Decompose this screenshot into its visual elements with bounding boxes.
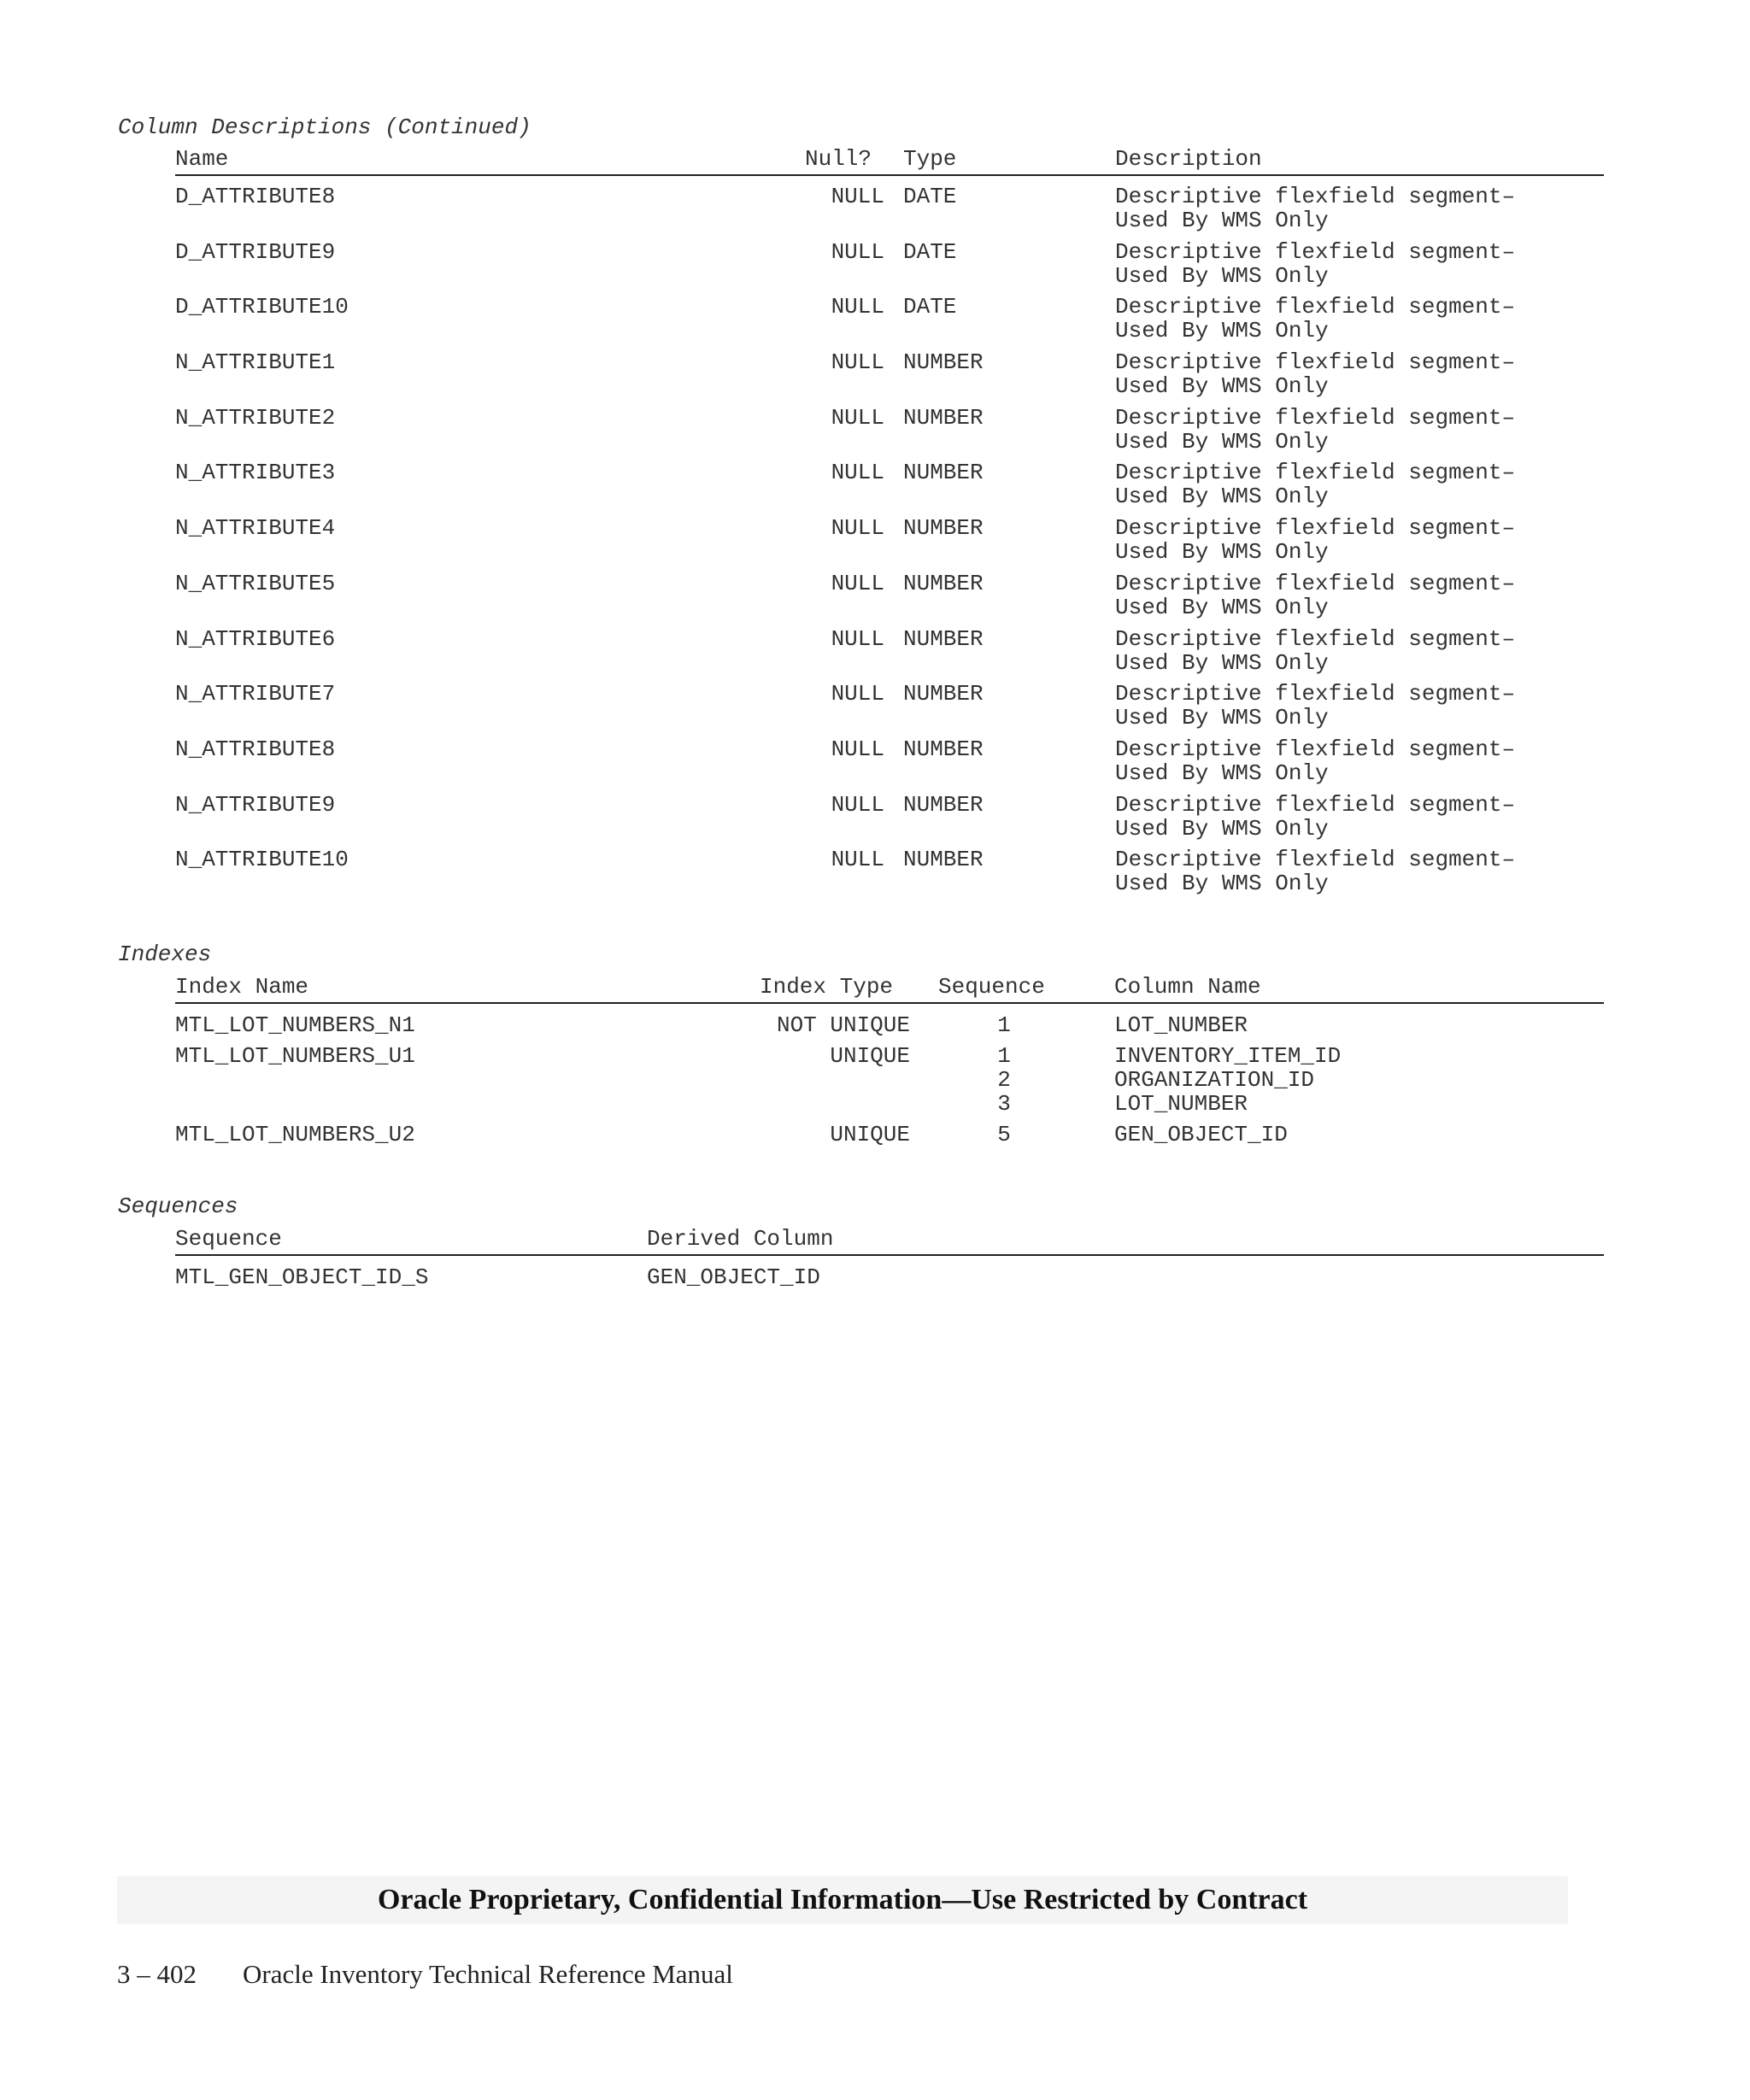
index-sequence: 2	[997, 1067, 1011, 1093]
section-title-text: Column Descriptions	[118, 114, 372, 140]
column-type: NUMBER	[903, 847, 984, 873]
column-name: N_ATTRIBUTE3	[175, 460, 336, 486]
header-column-name: Column Name	[1114, 974, 1261, 1000]
header-description: Description	[1115, 146, 1262, 172]
table-row	[175, 848, 1604, 903]
table-row	[175, 737, 1604, 793]
index-type: UNIQUE	[830, 1122, 910, 1147]
index-type: UNIQUE	[830, 1043, 910, 1069]
column-type: NUMBER	[903, 404, 984, 431]
header-index-type: Index Type	[760, 974, 894, 1000]
description-line-2: Used By WMS Only	[1115, 760, 1329, 786]
description-line-2: Used By WMS Only	[1115, 815, 1329, 842]
column-descriptions-title	[118, 115, 531, 139]
table-row	[175, 406, 1604, 461]
description-line-2: Used By WMS Only	[1115, 373, 1329, 400]
column-name: N_ATTRIBUTE5	[175, 570, 336, 596]
sequences-title: Sequences	[118, 1194, 238, 1219]
sequence-name: MTL_GEN_OBJECT_ID_S	[175, 1264, 429, 1290]
index-sequence: 1	[997, 1043, 1011, 1069]
table-row	[175, 1013, 1604, 1044]
confidential-banner	[117, 1876, 1568, 1924]
null-value: NULL	[831, 681, 884, 707]
table-row	[175, 1044, 1604, 1068]
column-type: DATE	[903, 184, 957, 209]
table-row	[175, 572, 1604, 627]
description-line-2: Used By WMS Only	[1115, 262, 1329, 289]
header-name: Name	[175, 146, 229, 172]
column-type: DATE	[903, 294, 957, 320]
page-number: 3 – 402	[117, 1959, 197, 1989]
description-line-1: Descriptive flexfield segment–	[1115, 625, 1516, 652]
column-type: NUMBER	[903, 625, 984, 652]
index-sequence: 3	[997, 1091, 1011, 1117]
null-value: NULL	[831, 847, 884, 873]
table-row	[175, 1092, 1604, 1123]
column-name: N_ATTRIBUTE4	[175, 515, 336, 542]
column-type: NUMBER	[903, 736, 984, 762]
table-row	[175, 1068, 1604, 1092]
null-value: NULL	[831, 460, 884, 486]
header-null: Null?	[805, 146, 872, 172]
description-line-1: Descriptive flexfield segment–	[1115, 294, 1516, 320]
description-line-2: Used By WMS Only	[1115, 428, 1329, 455]
table-row	[175, 350, 1604, 406]
table-row	[175, 295, 1604, 350]
null-value: NULL	[831, 736, 884, 762]
null-value: NULL	[831, 625, 884, 652]
index-sequence: 5	[997, 1122, 1011, 1147]
column-type: DATE	[903, 238, 957, 265]
indexes-header	[175, 975, 1604, 1004]
description-line-2: Used By WMS Only	[1115, 649, 1329, 676]
description-line-1: Descriptive flexfield segment–	[1115, 460, 1516, 486]
table-row	[175, 1123, 1604, 1147]
description-line-2: Used By WMS Only	[1115, 484, 1329, 510]
description-line-1: Descriptive flexfield segment–	[1115, 515, 1516, 542]
column-descriptions-header	[175, 147, 1604, 176]
header-sequence: Sequence	[938, 974, 1045, 1000]
description-line-1: Descriptive flexfield segment–	[1115, 681, 1516, 707]
description-line-1: Descriptive flexfield segment–	[1115, 349, 1516, 376]
table-row	[175, 240, 1604, 296]
column-type: NUMBER	[903, 570, 984, 596]
table-row	[175, 460, 1604, 516]
column-type: NUMBER	[903, 515, 984, 542]
index-sequence: 1	[997, 1012, 1011, 1038]
header-sequence: Sequence	[175, 1226, 282, 1252]
confidential-notice: Oracle Proprietary, Confidential Information––Use Restricted by Contract	[377, 1884, 1308, 1915]
column-name: N_ATTRIBUTE9	[175, 791, 336, 818]
index-name: MTL_LOT_NUMBERS_U1	[175, 1043, 415, 1069]
header-type: Type	[903, 146, 957, 172]
column-name: N_ATTRIBUTE1	[175, 349, 336, 376]
derived-column: GEN_OBJECT_ID	[647, 1264, 820, 1290]
null-value: NULL	[831, 791, 884, 818]
null-value: NULL	[831, 570, 884, 596]
table-row	[175, 682, 1604, 737]
column-name: N_ATTRIBUTE8	[175, 736, 336, 762]
description-line-1: Descriptive flexfield segment–	[1115, 736, 1516, 762]
column-name: N_ATTRIBUTE6	[175, 625, 336, 652]
description-line-2: Used By WMS Only	[1115, 871, 1329, 897]
description-line-1: Descriptive flexfield segment–	[1115, 570, 1516, 596]
table-row	[175, 793, 1604, 848]
header-index-name: Index Name	[175, 974, 309, 1000]
indexes-table	[175, 1013, 1604, 1147]
column-name: N_ATTRIBUTE7	[175, 681, 336, 707]
index-name: MTL_LOT_NUMBERS_N1	[175, 1012, 415, 1038]
index-name: MTL_LOT_NUMBERS_U2	[175, 1122, 415, 1147]
column-name: D_ATTRIBUTE8	[175, 184, 336, 209]
index-column-name: INVENTORY_ITEM_ID	[1114, 1043, 1342, 1069]
table-row	[175, 627, 1604, 683]
sequences-header	[175, 1227, 1604, 1256]
description-line-2: Used By WMS Only	[1115, 318, 1329, 344]
description-line-1: Descriptive flexfield segment–	[1115, 404, 1516, 431]
null-value: NULL	[831, 294, 884, 320]
column-type: NUMBER	[903, 349, 984, 376]
column-descriptions-table	[175, 185, 1604, 903]
null-value: NULL	[831, 349, 884, 376]
table-row	[175, 185, 1604, 240]
description-line-2: Used By WMS Only	[1115, 594, 1329, 620]
column-name: D_ATTRIBUTE9	[175, 238, 336, 265]
null-value: NULL	[831, 515, 884, 542]
index-column-name: GEN_OBJECT_ID	[1114, 1122, 1288, 1147]
description-line-1: Descriptive flexfield segment–	[1115, 847, 1516, 873]
column-type: NUMBER	[903, 460, 984, 486]
column-name: D_ATTRIBUTE10	[175, 294, 349, 320]
description-line-2: Used By WMS Only	[1115, 705, 1329, 731]
null-value: NULL	[831, 184, 884, 209]
continued-label: (Continued)	[385, 114, 531, 140]
indexes-title: Indexes	[118, 941, 212, 967]
manual-title: Oracle Inventory Technical Reference Manual	[243, 1959, 733, 1989]
description-line-2: Used By WMS Only	[1115, 539, 1329, 566]
null-value: NULL	[831, 404, 884, 431]
index-column-name: LOT_NUMBER	[1114, 1012, 1248, 1038]
index-column-name: LOT_NUMBER	[1114, 1091, 1248, 1117]
sequences-table	[175, 1265, 1604, 1291]
header-derived-column: Derived Column	[647, 1226, 834, 1252]
index-type: NOT UNIQUE	[776, 1012, 910, 1038]
column-name: N_ATTRIBUTE10	[175, 847, 349, 873]
table-row	[175, 516, 1604, 572]
column-name: N_ATTRIBUTE2	[175, 404, 336, 431]
column-type: NUMBER	[903, 681, 984, 707]
index-column-name: ORGANIZATION_ID	[1114, 1067, 1315, 1093]
description-line-1: Descriptive flexfield segment–	[1115, 791, 1516, 818]
null-value: NULL	[831, 238, 884, 265]
column-type: NUMBER	[903, 791, 984, 818]
table-row	[175, 1265, 1604, 1291]
description-line-2: Used By WMS Only	[1115, 208, 1329, 233]
description-line-1: Descriptive flexfield segment–	[1115, 184, 1516, 209]
description-line-1: Descriptive flexfield segment–	[1115, 238, 1516, 265]
